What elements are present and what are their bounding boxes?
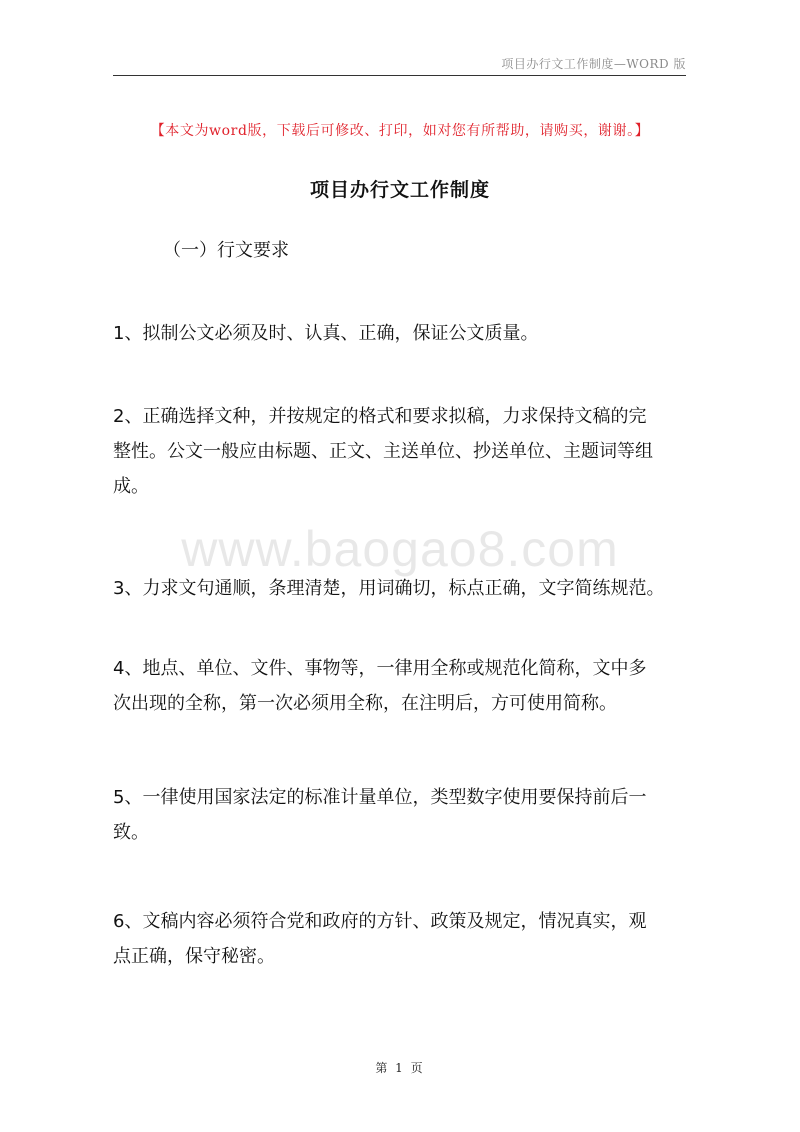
purchase-notice: 【本文为word版，下载后可修改、打印，如对您有所帮助，请购买，谢谢。】 <box>150 123 650 139</box>
paragraph-3 <box>113 571 688 606</box>
paragraph-line: 4、地点、单位、文件、事物等，一律用全称或规范化简称，文中多 <box>113 658 647 679</box>
paragraph-line: 3、力求文句通顺，条理清楚，用词确切，标点正确，文字简练规范。 <box>113 578 665 599</box>
site-watermark: www.baogao8.com <box>181 521 619 577</box>
paragraph-line: 整性。公文一般应由标题、正文、主送单位、抄送单位、主题词等组 <box>113 441 653 462</box>
page-number: 第 1 页 <box>375 1061 425 1075</box>
paragraph-line: 次出现的全称，第一次必须用全称，在注明后，方可使用简称。 <box>113 693 617 714</box>
running-header: 项目办行文工作制度—WORD 版 <box>501 57 686 71</box>
paragraph-line: 6、文稿内容必须符合党和政府的方针、政策及规定，情况真实，观 <box>113 911 647 932</box>
paragraph-line: 点正确，保守秘密。 <box>113 946 275 967</box>
paragraph-2 <box>113 399 688 504</box>
paragraph-4 <box>113 651 688 721</box>
paragraph-6 <box>113 904 688 974</box>
paragraph-line: 5、一律使用国家法定的标准计量单位，类型数字使用要保持前后一 <box>113 787 647 808</box>
paragraph-line: 1、拟制公文必须及时、认真、正确，保证公文质量。 <box>113 323 539 344</box>
header-divider <box>113 75 686 76</box>
paragraph-line: 成。 <box>113 476 149 497</box>
paragraph-line: 2、正确选择文种，并按规定的格式和要求拟稿，力求保持文稿的完 <box>113 406 647 427</box>
section-heading: （一）行文要求 <box>163 240 289 261</box>
paragraph-line: 致。 <box>113 822 149 843</box>
paragraph-1 <box>113 316 688 351</box>
paragraph-5 <box>113 780 688 850</box>
document-title: 项目办行文工作制度 <box>309 179 490 201</box>
